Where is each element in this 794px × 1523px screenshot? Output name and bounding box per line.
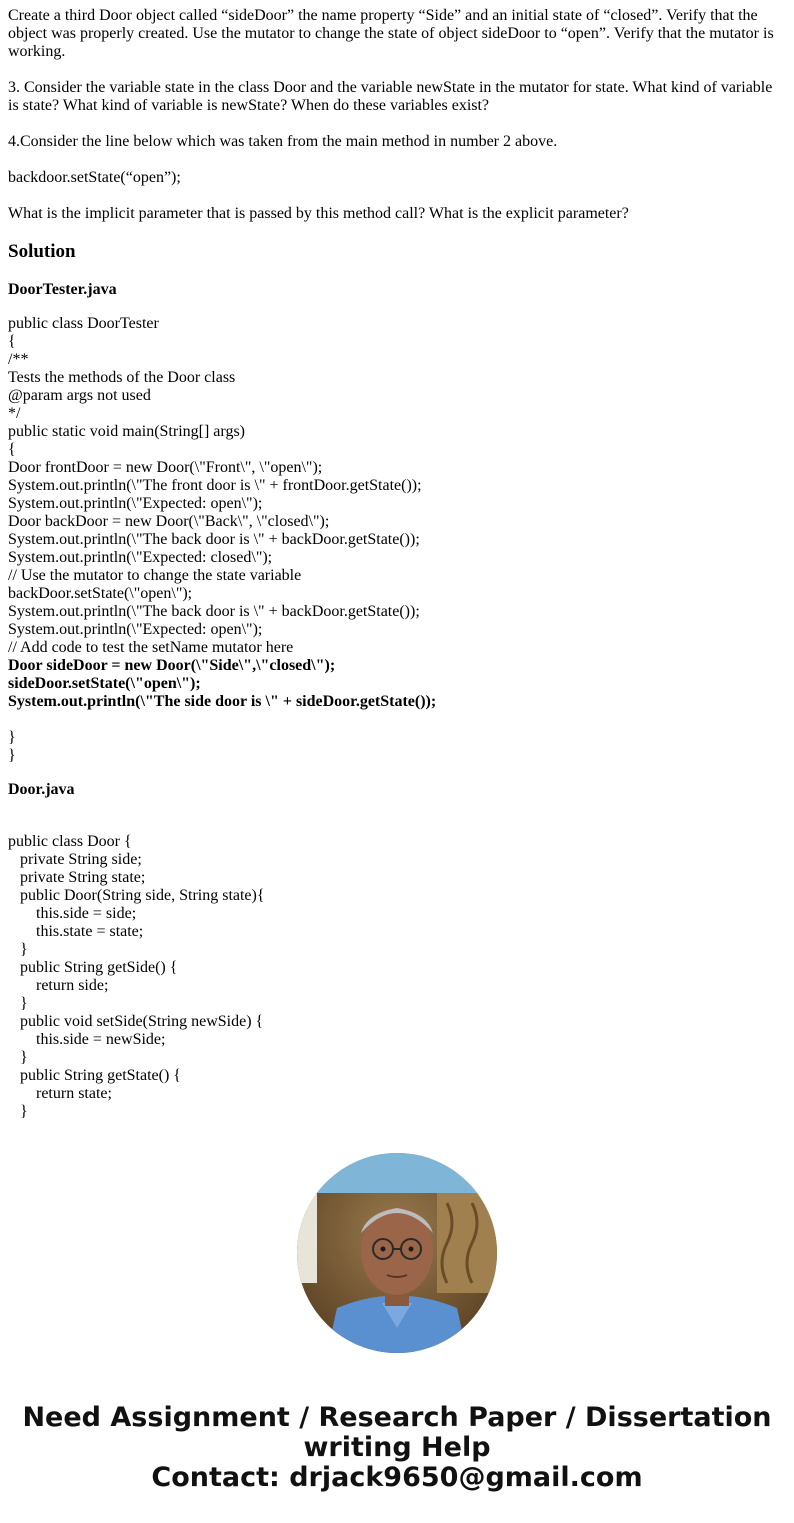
tester-code-line: Door sideDoor = new Door(\"Side\",\"closed\"); (8, 657, 336, 674)
tester-code-line: sideDoor.setState(\"open\"); (8, 675, 201, 692)
tester-code-line: System.out.println(\"Expected: open\"); (8, 621, 263, 638)
question-paragraph-4-followup: What is the implicit parameter that is passed by this method call? What is the explicit parameter? (8, 205, 629, 222)
tester-code-line: System.out.println(\"Expected: open\"); (8, 495, 263, 512)
solution-heading: Solution (8, 241, 76, 262)
door-code-line: public class Door { (8, 833, 132, 850)
tester-code-line: Tests the methods of the Door class (8, 369, 236, 386)
door-code-line: public void setSide(String newSide) { (8, 1013, 264, 1030)
tester-code-line: /** (8, 351, 29, 368)
door-code-line: public String getSide() { (8, 959, 178, 976)
tester-code-line: } (8, 747, 16, 764)
tester-code-line (8, 711, 786, 729)
promo-banner (0, 1403, 794, 1493)
door-code-line: } (8, 995, 28, 1012)
tester-code-line: @param args not used (8, 387, 151, 404)
author-photo (297, 1153, 497, 1353)
tester-code-line: Door backDoor = new Door(\"Back\", \"closed\"); (8, 513, 330, 530)
tester-code-line: { (8, 333, 16, 350)
promo-line-1: Need Assignment / Research Paper / Dissertation (22, 1402, 772, 1433)
tester-code-line: { (8, 441, 16, 458)
tester-code-block (8, 315, 786, 765)
promo-line-2: writing Help (303, 1432, 491, 1463)
door-code-line: this.side = newSide; (8, 1031, 166, 1048)
door-code-line: return state; (8, 1085, 112, 1102)
door-code-line: private String side; (8, 851, 142, 868)
question-paragraph-1: Create a third Door object called “sideDoor” the name property “Side” and an initial state of “closed”. Verify that the object was properly created. Use the mutator to change the state of object sideDoor to “open”. Verify that the mutator is working. (8, 7, 774, 60)
door-code-line: } (8, 1103, 28, 1120)
door-code-line: this.state = state; (8, 923, 144, 940)
door-code-line: public String getState() { (8, 1067, 181, 1084)
promo-contact: Contact: drjack9650@gmail.com (151, 1462, 643, 1493)
door-code-line: private String state; (8, 869, 146, 886)
tester-code-line: System.out.println(\"The front door is \" + frontDoor.getState()); (8, 477, 422, 494)
tester-code-line: // Use the mutator to change the state variable (8, 567, 302, 584)
tester-code-line: System.out.println(\"The side door is \" + sideDoor.getState()); (8, 693, 437, 710)
door-code-block (8, 815, 786, 1121)
tester-code-line: System.out.println(\"The back door is \" + backDoor.getState()); (8, 531, 420, 548)
door-code-line: } (8, 941, 28, 958)
tester-code-line: Door frontDoor = new Door(\"Front\", \"open\"); (8, 459, 323, 476)
tester-code-line: System.out.println(\"The back door is \" + backDoor.getState()); (8, 603, 420, 620)
question-paragraph-4: 4.Consider the line below which was taken from the main method in number 2 above. (8, 133, 558, 150)
document-content (8, 7, 786, 1137)
tester-code-line: } (8, 729, 16, 746)
question-code-line: backdoor.setState(“open”); (8, 169, 181, 186)
tester-code-line: // Add code to test the setName mutator here (8, 639, 294, 656)
door-code-line: this.side = side; (8, 905, 137, 922)
tester-code-line: public static void main(String[] args) (8, 423, 245, 440)
portrait-image (297, 1153, 497, 1353)
tester-code-line: */ (8, 405, 21, 422)
door-code-line: } (8, 1049, 28, 1066)
question-paragraph-3: 3. Consider the variable state in the class Door and the variable newState in the mutator for state. What kind of variable is state? What kind of variable is newState? When do these variables exist? (8, 79, 773, 114)
tester-code-line: backDoor.setState(\"open\"); (8, 585, 193, 602)
tester-filename: DoorTester.java (8, 281, 117, 298)
door-code-line: return side; (8, 977, 109, 994)
door-code-line (8, 815, 786, 833)
tester-code-line: System.out.println(\"Expected: closed\"); (8, 549, 273, 566)
door-code-line: public Door(String side, String state){ (8, 887, 265, 904)
door-filename: Door.java (8, 781, 75, 798)
tester-code-line: public class DoorTester (8, 315, 159, 332)
